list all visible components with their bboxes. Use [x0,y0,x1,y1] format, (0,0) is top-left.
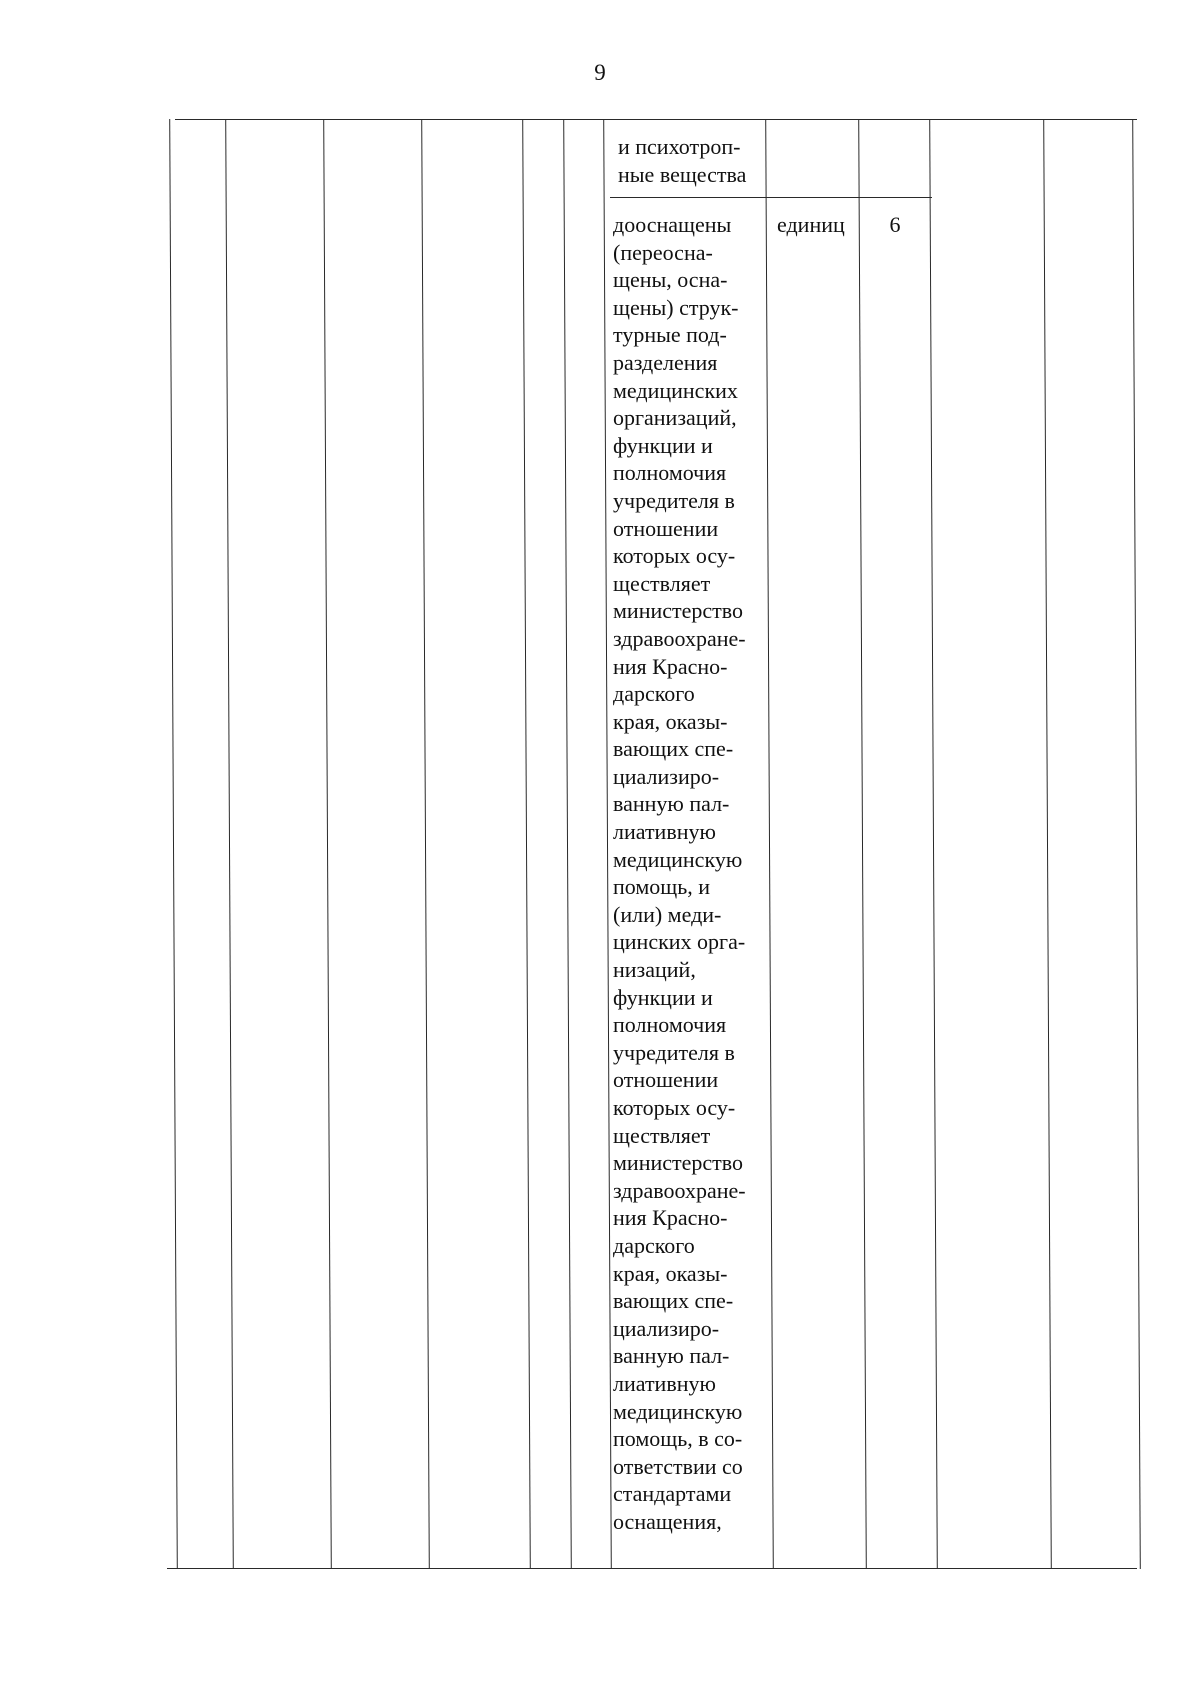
indicator-description: дооснащены (переосна- щены, осна- щены) струк- турные под- разделения медицинских организаций, функции и полномочия учредителя в отношении которых осу- ществляет министерство здравоохране- ния Красно- дарского края, оказы- вающих спе- циализиро- ванную пал- лиативную медицинскую помощь, и (или) меди- цинских орга- низаций, функции и полномочия учредителя в отношении которых осу- ществляет министерство здравоохране- ния Красно- дарского края, оказы- вающих спе- циализиро- ванную пал- лиативную медицинскую помощь, в со- ответствии со стандартами оснащения, [613,212,746,1534]
column-line [563,119,572,1569]
table-top-border [175,119,1137,120]
column-line [929,119,938,1569]
column-line [522,119,531,1569]
table-bottom-border [167,1568,1137,1569]
table-right-border [1132,119,1141,1569]
column-line [225,119,234,1569]
column-line [1043,119,1052,1569]
continued-cell-text: и психотроп- ные вещества [618,134,747,187]
column-line [169,119,178,1569]
column-line [421,119,430,1569]
page-number: 9 [594,60,606,85]
row-divider [610,197,932,198]
column-line [323,119,332,1569]
column-line [858,119,867,1569]
column-line [603,119,612,1569]
unit-of-measure: единиц [777,212,845,237]
indicator-value: 6 [889,212,901,237]
